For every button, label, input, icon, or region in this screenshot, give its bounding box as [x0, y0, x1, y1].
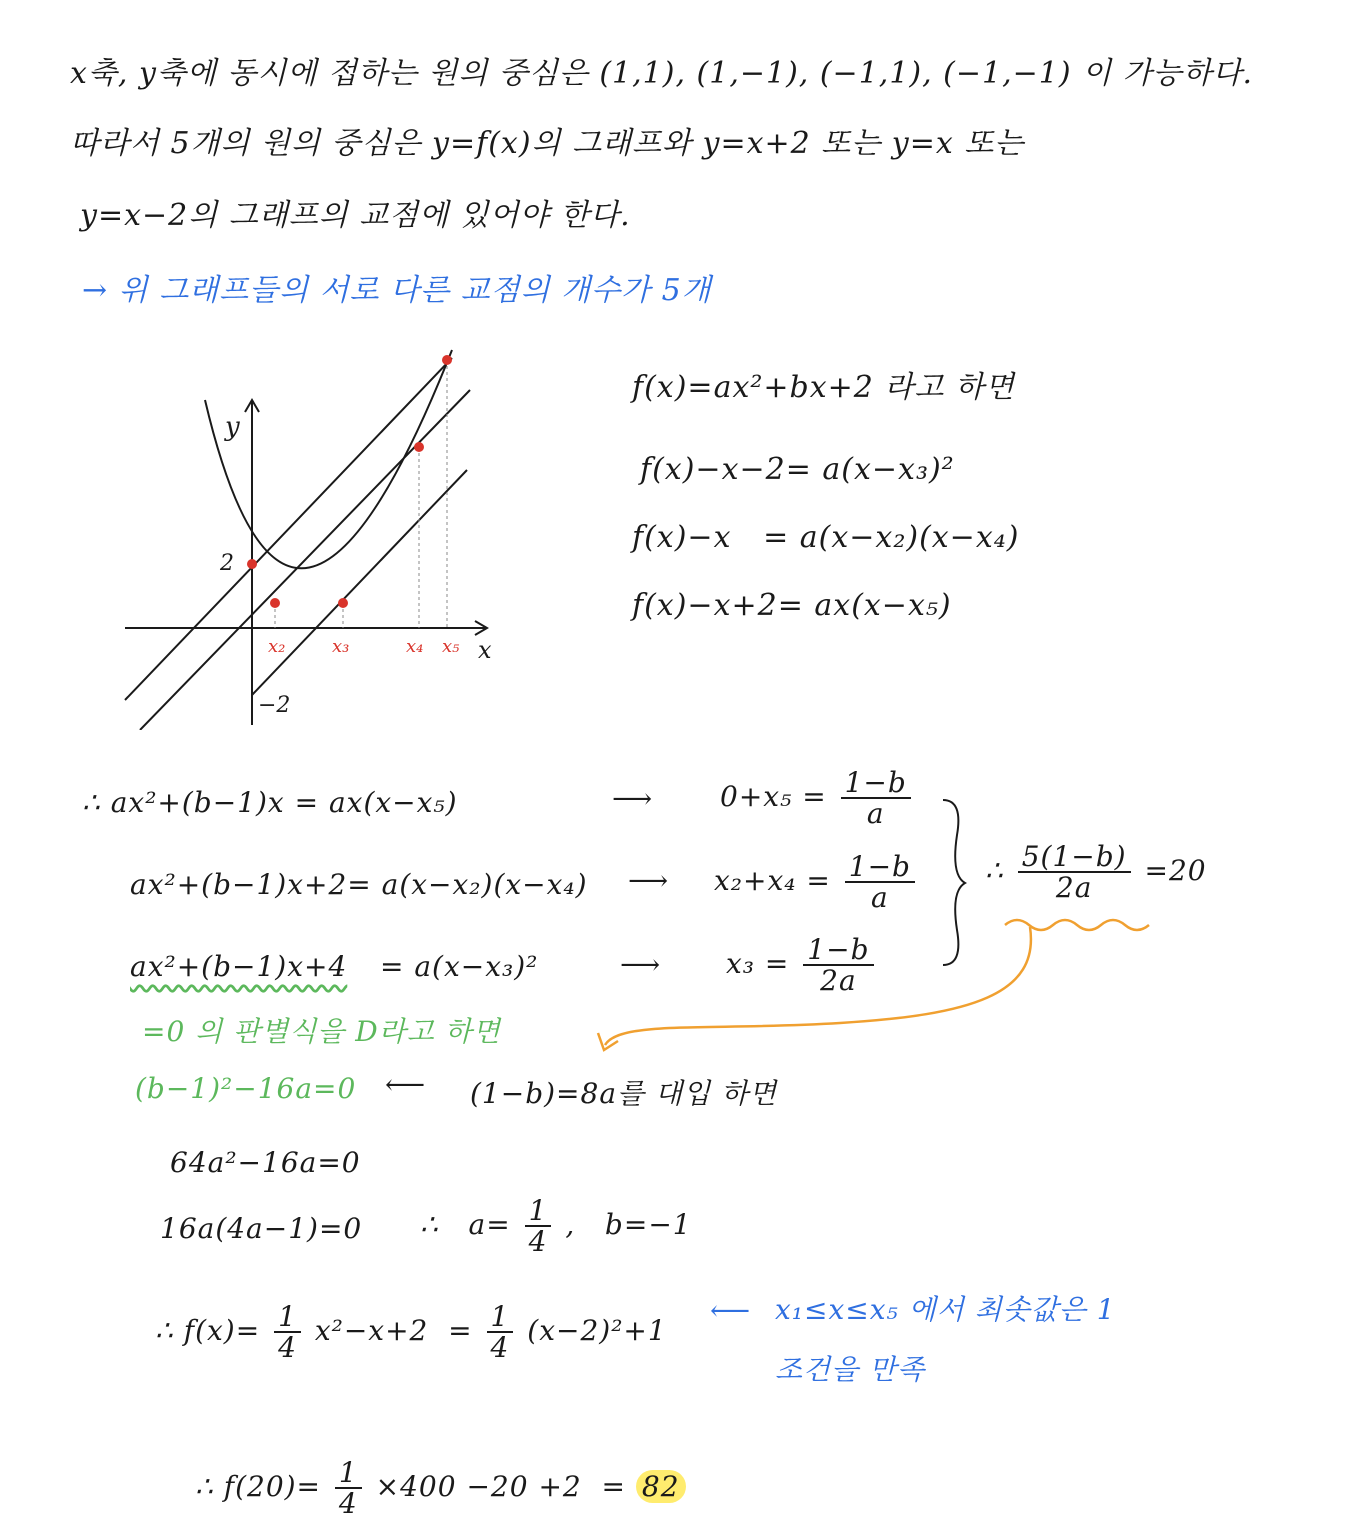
solve-a-prefix: a=	[468, 1207, 511, 1241]
frac-numerator: 1−b	[845, 852, 915, 883]
frac-denominator: 4	[490, 1331, 510, 1365]
discriminant-substitute: (1−b)=8a를 대입 하면	[470, 1077, 778, 1110]
system-row1-left: ∴ ax²+(b−1)x = ax(x−x₅)	[82, 786, 458, 819]
final-line	[195, 1458, 686, 1519]
solve-result	[420, 1196, 692, 1257]
orange-arrow	[590, 905, 1170, 1065]
frac-denominator: 4	[338, 1487, 358, 1521]
system-result	[985, 842, 1207, 903]
point-x3	[338, 598, 348, 608]
system-row3-left-wrap	[130, 950, 347, 983]
system-row3-arrow: ⟶	[620, 948, 662, 981]
setup-line-2: f(x)−x−2= a(x−x₃)²	[640, 452, 955, 487]
line-y-x-plus-2	[125, 358, 452, 700]
function-c1-frac	[274, 1302, 301, 1363]
final-mid: ×400 −20 +2 =	[375, 1469, 626, 1503]
frac-numerator: 1−b	[803, 935, 873, 966]
solve-b-value: , b=−1	[565, 1207, 692, 1241]
result-prefix: ∴	[985, 853, 1004, 887]
function-note-line-1: x₁≤x≤x₅ 에서 최솟값은 1	[775, 1293, 1116, 1326]
function-note-arrow: ⟵	[710, 1294, 752, 1327]
system-row1-frac	[841, 768, 911, 829]
frac-denominator: 2a	[1055, 871, 1093, 905]
solve-line-2: 16a(4a−1)=0	[160, 1212, 363, 1245]
solve-therefore: ∴	[420, 1207, 439, 1241]
frac-numerator: 1	[487, 1302, 514, 1333]
system-row2-left: ax²+(b−1)x+2= a(x−x₂)(x−x₄)	[130, 868, 588, 901]
result-suffix: =20	[1144, 853, 1207, 887]
frac-numerator: 1−b	[841, 768, 911, 799]
solve-a-frac	[525, 1196, 552, 1257]
intro-line-1: x축, y축에 동시에 접하는 원의 중심은 (1,1), (1,−1), (−1,1), (−1,−1) 이 가능하다.	[70, 56, 1254, 91]
function-suffix: (x−2)²+1	[527, 1313, 667, 1347]
setup-line-3: f(x)−x = a(x−x₂)(x−x₄)	[632, 520, 1020, 555]
frac-denominator: a	[866, 797, 885, 831]
point-x5	[442, 355, 452, 365]
intro-line-2: 따라서 5개의 원의 중심은 y=f(x)의 그래프와 y=x+2 또는 y=x 또는	[70, 126, 1025, 161]
solve-line-1: 64a²−16a=0	[170, 1146, 361, 1179]
label-x3: x₃	[332, 636, 350, 657]
result-frac	[1018, 842, 1131, 903]
label-2: 2	[220, 551, 234, 576]
label-neg2: −2	[258, 693, 291, 718]
system-row3-mid: = a(x−x₃)²	[380, 950, 539, 983]
system-row1-prefix: 0+x₅ =	[720, 779, 827, 813]
label-x2: x₂	[268, 636, 286, 657]
discriminant-eq: (b−1)²−16a=0	[135, 1072, 357, 1105]
system-row2-frac	[845, 852, 915, 913]
system-row2-right	[714, 852, 919, 913]
point-x2	[270, 598, 280, 608]
system-row1-arrow: ⟶	[612, 782, 654, 815]
function-note-line-2: 조건을 만족	[775, 1353, 926, 1386]
point-y-intercept	[247, 559, 257, 569]
final-prefix: ∴ f(20)=	[195, 1469, 322, 1503]
frac-numerator: 1	[525, 1196, 552, 1227]
function-c2-frac	[487, 1302, 514, 1363]
system-row3-left: ax²+(b−1)x+4	[130, 950, 348, 983]
frac-numerator: 1	[335, 1458, 362, 1489]
frac-numerator: 1	[274, 1302, 301, 1333]
system-row3-prefix: x₃ =	[726, 946, 790, 980]
setup-line-4: f(x)−x+2= ax(x−x₅)	[632, 588, 952, 623]
frac-denominator: 4	[278, 1331, 297, 1365]
point-x4	[414, 442, 424, 452]
function-graph	[110, 340, 510, 730]
label-x5: x₅	[442, 636, 460, 657]
system-row2-arrow: ⟶	[628, 864, 670, 897]
setup-line-1: f(x)=ax²+bx+2 라고 하면	[632, 370, 1015, 405]
system-row1-right	[720, 768, 915, 829]
label-x4: x₄	[406, 636, 424, 657]
function-prefix: ∴ f(x)=	[155, 1313, 261, 1347]
function-mid: x²−x+2 =	[314, 1313, 473, 1347]
y-axis-label: y	[225, 412, 240, 442]
frac-denominator: 2a	[820, 964, 857, 998]
frac-denominator: a	[871, 881, 889, 915]
line-y-x	[140, 390, 470, 730]
frac-numerator: 5(1−b)	[1018, 842, 1131, 873]
system-row2-prefix: x₂+x₄ =	[714, 863, 831, 897]
intro-line-3: y=x−2의 그래프의 교점에 있어야 한다.	[80, 198, 631, 233]
frac-denominator: 4	[528, 1225, 548, 1259]
discriminant-note: =0 의 판별식을 D라고 하면	[142, 1015, 501, 1048]
function-line	[155, 1302, 667, 1363]
blue-note: → 위 그래프들의 서로 다른 교점의 개수가 5개	[82, 273, 712, 308]
x-axis-label: x	[478, 636, 492, 664]
discriminant-arrow: ⟵	[385, 1068, 427, 1101]
final-frac	[335, 1458, 362, 1519]
final-answer: 82	[636, 1470, 686, 1503]
